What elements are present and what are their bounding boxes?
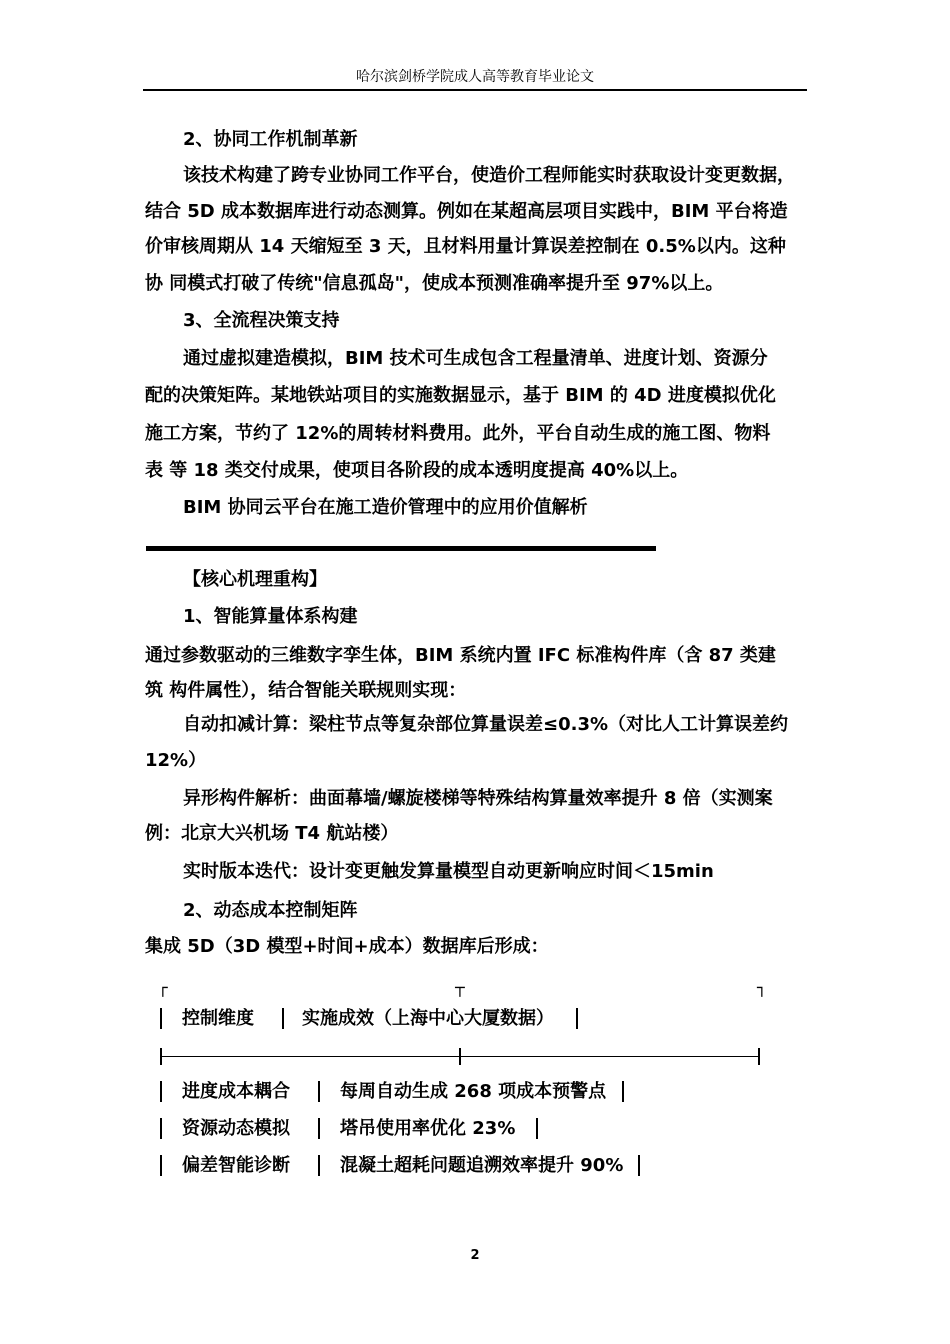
section-heading-collaboration: 2、协同工作机制革新 bbox=[183, 129, 358, 150]
table-row bbox=[160, 1079, 640, 1105]
table-corner-top-left: ┌ bbox=[158, 978, 168, 997]
table-cell: 混凝土超耗问题追溯效率提升 90% bbox=[340, 1155, 624, 1176]
table-border bbox=[160, 1008, 162, 1029]
paragraph-line: 通过参数驱动的三维数字孪生体，BIM 系统内置 IFC 标准构件库（含 87 类建 bbox=[145, 645, 776, 666]
section-heading-cost-matrix: 2、动态成本控制矩阵 bbox=[183, 900, 358, 921]
table-border bbox=[576, 1008, 578, 1029]
paragraph-line: 集成 5D（3D 模型+时间+成本）数据库后形成： bbox=[145, 936, 549, 957]
table-border bbox=[536, 1118, 538, 1139]
bracket-heading: 【核心机理重构】 bbox=[183, 569, 327, 590]
table-cell: 偏差智能诊断 bbox=[182, 1155, 290, 1176]
paragraph-line: 筑 构件属性），结合智能关联规则实现： bbox=[145, 680, 467, 701]
table-header-row bbox=[160, 1006, 600, 1032]
paragraph-line: 表 等 18 类交付成果，使项目各阶段的成本透明度提高 40%以上。 bbox=[145, 460, 689, 481]
table-header-cell: 控制维度 bbox=[182, 1008, 254, 1029]
table-separator-tick bbox=[160, 1048, 162, 1065]
page-header bbox=[143, 62, 807, 91]
table-cell: 每周自动生成 268 项成本预警点 bbox=[340, 1081, 607, 1102]
paragraph-line: 价审核周期从 14 天缩短至 3 天，且材料用量计算误差控制在 0.5%以内。这种 bbox=[145, 236, 786, 257]
table-row bbox=[160, 1116, 560, 1142]
table-border bbox=[318, 1118, 320, 1139]
table-junction-top: ┬ bbox=[455, 978, 465, 997]
heavy-divider bbox=[146, 546, 656, 551]
paragraph-line: 施工方案，节约了 12%的周转材料费用。此外，平台自动生成的施工图、物料 bbox=[145, 423, 771, 444]
table-border bbox=[318, 1081, 320, 1102]
table-border bbox=[318, 1155, 320, 1176]
table-border bbox=[160, 1118, 162, 1139]
table-border bbox=[282, 1008, 284, 1029]
table-cell: 进度成本耦合 bbox=[182, 1081, 290, 1102]
table-header-cell: 实施成效（上海中心大厦数据） bbox=[302, 1008, 554, 1029]
table-cell: 塔吊使用率优化 23% bbox=[340, 1118, 516, 1139]
table-separator-tick bbox=[758, 1048, 760, 1065]
paragraph-line: 通过虚拟建造模拟，BIM 技术可生成包含工程量清单、进度计划、资源分 bbox=[183, 348, 768, 369]
section-heading-quantity: 1、智能算量体系构建 bbox=[183, 606, 358, 627]
paragraph-line: 结合 5D 成本数据库进行动态测算。例如在某超高层项目实践中，BIM 平台将造 bbox=[145, 201, 788, 222]
paragraph-line: 该技术构建了跨专业协同工作平台，使造价工程师能实时获取设计变更数据， bbox=[183, 165, 795, 186]
paragraph-line: 异形构件解析：曲面幕墙/螺旋楼梯等特殊结构算量效率提升 8 倍（实测案 bbox=[183, 788, 773, 809]
table-separator-tick bbox=[459, 1048, 461, 1065]
page-number: 2 bbox=[470, 1248, 480, 1263]
section-title: BIM 协同云平台在施工造价管理中的应用价值解析 bbox=[183, 497, 588, 518]
paragraph-line: 配的决策矩阵。某地铁站项目的实施数据显示，基于 BIM 的 4D 进度模拟优化 bbox=[145, 385, 776, 406]
paragraph-line: 12%） bbox=[145, 750, 207, 771]
paragraph-line: 例：北京大兴机场 T4 航站楼） bbox=[145, 823, 399, 844]
table-border bbox=[622, 1081, 624, 1102]
paragraph-line: 实时版本迭代：设计变更触发算量模型自动更新响应时间＜15min bbox=[183, 861, 714, 882]
paragraph-line: 自动扣减计算：梁柱节点等复杂部位算量误差≤0.3%（对比人工计算误差约 bbox=[183, 714, 789, 735]
section-heading-decision: 3、全流程决策支持 bbox=[183, 310, 340, 331]
table-border bbox=[160, 1155, 162, 1176]
table-corner-top-right: ┐ bbox=[757, 978, 767, 997]
table-row bbox=[160, 1153, 660, 1179]
table-border bbox=[638, 1155, 640, 1176]
header-title: 哈尔滨剑桥学院成人高等教育毕业论文 bbox=[356, 69, 594, 85]
paragraph-line: 协 同模式打破了传统"信息孤岛"，使成本预测准确率提升至 97%以上。 bbox=[145, 273, 724, 294]
table-cell: 资源动态模拟 bbox=[182, 1118, 290, 1139]
table-border bbox=[160, 1081, 162, 1102]
